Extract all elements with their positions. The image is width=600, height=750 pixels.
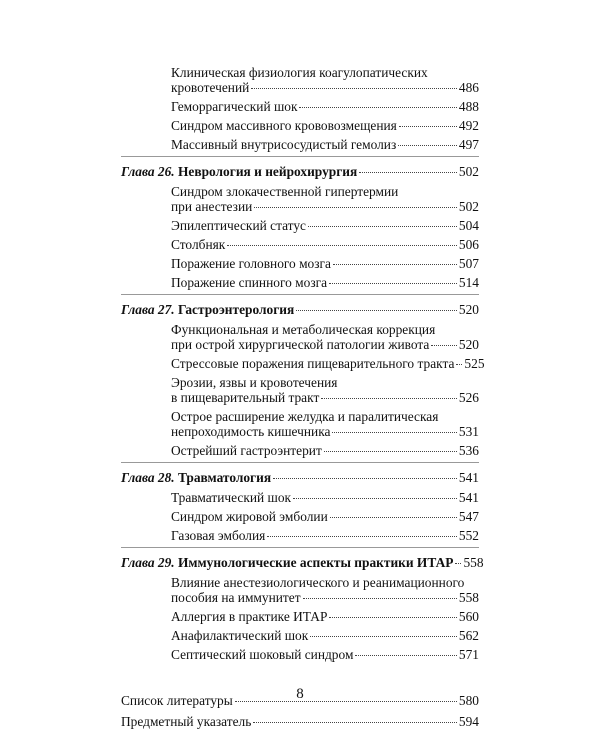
toc-entry-page: 558 <box>458 590 479 605</box>
top-entries <box>121 65 479 152</box>
toc-entry-page: 594 <box>458 714 479 729</box>
toc-entry-page: 504 <box>458 218 479 233</box>
toc-entry[interactable] <box>121 65 479 95</box>
toc-entry-title: в пищеварительный тракт <box>171 390 320 405</box>
chapter-heading-26[interactable] <box>121 164 479 179</box>
toc-entry[interactable] <box>121 409 479 439</box>
leader-dots <box>456 364 462 365</box>
toc-entry-title: Столбняк <box>171 237 226 252</box>
toc-entry-title: Синдром массивного крововозмещения <box>171 118 397 133</box>
toc-entry[interactable] <box>121 218 479 233</box>
toc-entry-title: Газовая эмболия <box>171 528 266 543</box>
leader-dots <box>293 498 457 499</box>
toc-entry-page: 562 <box>458 628 479 643</box>
leader-dots <box>303 598 457 599</box>
toc-entry-page: 526 <box>458 390 479 405</box>
toc-entry-page: 571 <box>458 647 479 662</box>
toc-entry[interactable] <box>121 575 479 605</box>
toc-entry[interactable] <box>121 137 479 152</box>
toc-entry-page: 525 <box>464 356 485 371</box>
toc-entry-page: 486 <box>458 80 479 95</box>
chapter-page: 558 <box>463 555 484 570</box>
leader-dots <box>330 517 457 518</box>
toc-entry-page: 547 <box>458 509 479 524</box>
leader-dots <box>296 310 457 311</box>
leader-dots <box>308 226 457 227</box>
leader-dots <box>299 107 456 108</box>
chapter-label: Глава 29. <box>121 555 175 570</box>
toc-entry[interactable] <box>121 237 479 252</box>
chapter-label: Глава 27. <box>121 302 175 317</box>
toc-entry[interactable] <box>121 647 479 662</box>
chapter-page: 520 <box>458 302 479 317</box>
toc-entry-page: 552 <box>458 528 479 543</box>
leader-dots <box>332 432 456 433</box>
chapter-divider <box>121 294 479 295</box>
toc-entry-page: 536 <box>458 443 479 458</box>
toc-entry-page: 580 <box>458 693 479 708</box>
toc-entry[interactable] <box>121 356 485 371</box>
chapter-title: Травматология <box>177 470 272 485</box>
chapter-title: Гастроэнтерология <box>177 302 295 317</box>
toc-entry-title: Синдром злокачественной гипертермии <box>171 184 399 199</box>
toc-entry-title: Эпилептический статус <box>171 218 306 233</box>
toc-entry-title: Эрозии, язвы и кровотечения <box>171 375 338 390</box>
toc-entry-subject-index[interactable] <box>121 714 479 729</box>
toc-entry-title: Стрессовые поражения пищеварительного тракта <box>171 356 455 371</box>
chapter-label: Глава 26. <box>121 164 175 179</box>
toc-entry-title: Острейший гастроэнтерит <box>171 443 322 458</box>
toc-entry-title: Список литературы <box>121 693 233 708</box>
toc-entry[interactable] <box>121 99 479 114</box>
toc-entry-title: Синдром жировой эмболии <box>171 509 328 524</box>
leader-dots <box>359 172 457 173</box>
leader-dots <box>355 655 456 656</box>
toc-entry-title: Предметный указатель <box>121 714 252 729</box>
chapter-label: Глава 28. <box>121 470 175 485</box>
toc-entry-title: Клиническая физиология коагулопатических <box>171 65 428 80</box>
toc-entry[interactable] <box>121 256 479 271</box>
toc-entry-title: при анестезии <box>171 199 253 214</box>
toc-entry-page: 514 <box>458 275 479 290</box>
toc-entry-title: Функциональная и метаболическая коррекция <box>171 322 436 337</box>
toc-entry[interactable] <box>121 184 479 214</box>
toc-entry-title: Анафилактический шок <box>171 628 309 643</box>
toc-entry[interactable] <box>121 118 479 133</box>
chapter-page: 541 <box>458 470 479 485</box>
toc-entry[interactable] <box>121 490 479 505</box>
leader-dots <box>324 451 457 452</box>
toc-entry-page: 560 <box>458 609 479 624</box>
chapter-title: Иммунологические аспекты практики ИТАР <box>177 555 454 570</box>
chapter-heading-29[interactable] <box>121 555 484 570</box>
leader-dots <box>251 88 457 89</box>
toc-entry-page: 507 <box>458 256 479 271</box>
chapter-heading-28[interactable] <box>121 470 479 485</box>
chapter-page: 502 <box>458 164 479 179</box>
table-of-contents <box>121 65 485 735</box>
chapter-divider <box>121 462 479 463</box>
leader-dots <box>321 398 457 399</box>
leader-dots <box>227 245 457 246</box>
leader-dots <box>253 722 457 723</box>
toc-entry[interactable] <box>121 275 479 290</box>
toc-entry[interactable] <box>121 528 479 543</box>
toc-entry[interactable] <box>121 628 479 643</box>
leader-dots <box>329 617 456 618</box>
toc-entry-page: 506 <box>458 237 479 252</box>
leader-dots <box>273 478 457 479</box>
page-number: 8 <box>296 686 304 702</box>
toc-entry[interactable] <box>121 322 479 352</box>
chapter-divider <box>121 547 479 548</box>
toc-entry-page: 497 <box>458 137 479 152</box>
toc-entry-title: Септический шоковый синдром <box>171 647 354 662</box>
toc-entry-page: 520 <box>458 337 479 352</box>
toc-entry-title: Острое расширение желудка и паралитическая <box>171 409 439 424</box>
toc-entry-title: кровотечений <box>171 80 250 95</box>
chapter-title: Неврология и нейрохирургия <box>177 164 358 179</box>
toc-entry-title: Поражение спинного мозга <box>171 275 328 290</box>
toc-entry-title: Массивный внутрисосудистый гемолиз <box>171 137 397 152</box>
leader-dots <box>267 536 457 537</box>
toc-entry-title: Аллергия в практике ИТАР <box>171 609 328 624</box>
toc-entry-page: 502 <box>458 199 479 214</box>
leader-dots <box>431 345 457 346</box>
leader-dots <box>399 126 457 127</box>
toc-entry-title: Травматический шок <box>171 490 292 505</box>
toc-entry-title: Геморрагический шок <box>171 99 298 114</box>
leader-dots <box>310 636 457 637</box>
leader-dots <box>329 283 457 284</box>
toc-entry-title: пособия на иммунитет <box>171 590 301 605</box>
toc-entry-title: Влияние анестезиологического и реанимационного <box>171 575 465 590</box>
toc-entry-page: 488 <box>458 99 479 114</box>
leader-dots <box>398 145 457 146</box>
leader-dots <box>455 563 461 564</box>
toc-entry-page: 492 <box>458 118 479 133</box>
toc-entry-title: непроходимость кишечника <box>171 424 331 439</box>
toc-entry[interactable] <box>121 609 479 624</box>
toc-entry[interactable] <box>121 509 479 524</box>
toc-entry-page: 531 <box>458 424 479 439</box>
toc-entry-title: при острой хирургической патологии живота <box>171 337 430 352</box>
chapter-divider <box>121 156 479 157</box>
leader-dots <box>254 207 457 208</box>
toc-entry-page: 541 <box>458 490 479 505</box>
leader-dots <box>333 264 457 265</box>
toc-entry-title: Поражение головного мозга <box>171 256 331 271</box>
toc-entry[interactable] <box>121 375 479 405</box>
chapter-heading-27[interactable] <box>121 302 479 317</box>
toc-entry[interactable] <box>121 443 479 458</box>
